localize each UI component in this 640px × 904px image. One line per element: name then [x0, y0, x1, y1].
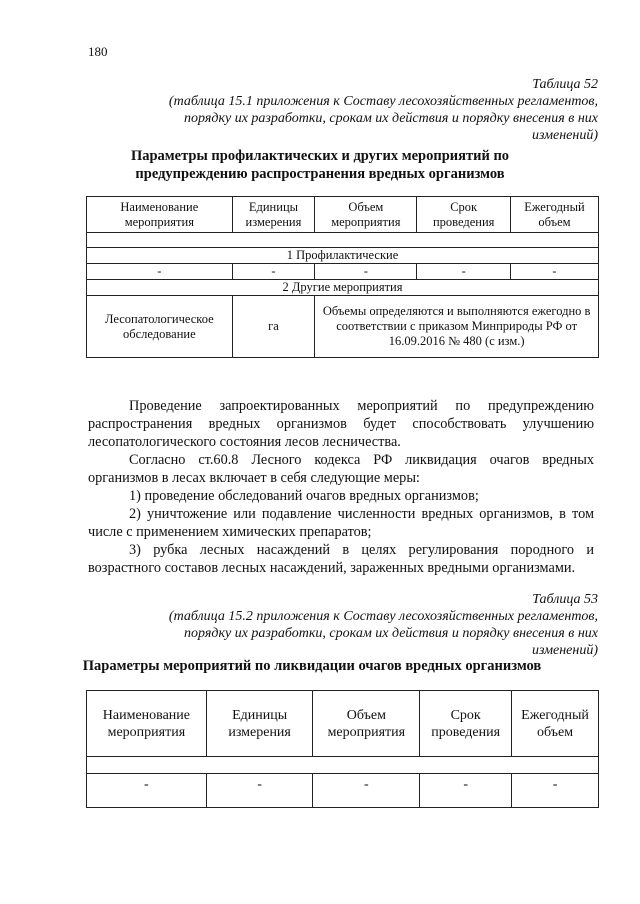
header-cell: Ежегодный объем: [510, 197, 598, 233]
header-cell: Единицы измерения: [232, 197, 315, 233]
table53-subcaption-3: изменений): [531, 643, 598, 658]
table-row: [87, 264, 599, 280]
dash-cell: -: [510, 264, 598, 280]
paragraph-1: Проведение запроектированных мероприятий по предупреждению распространения вредных организмов будет способствовать улучшению лесопатологического состояния лесов лесничества.: [88, 398, 594, 450]
empty-cell: [87, 757, 599, 774]
header-cell: Объем мероприятия: [313, 691, 420, 757]
section-label: 1 Профилактические: [87, 248, 599, 264]
table-row: [87, 774, 599, 808]
table52-title: [0, 147, 640, 183]
table52-title-line-1: Параметры профилактических и других мероприятий по: [130, 148, 510, 164]
dash-cell: -: [420, 774, 512, 808]
note-cell: Объемы определяются и выполняются ежегодно в соответствии с приказом Минприроды РФ от 16.09.2016 № 480 (с изм.): [315, 296, 599, 358]
header-cell: Наименование мероприятия: [87, 197, 233, 233]
paragraph-5: 3) рубка лесных насаждений в целях регулирования породного и возрастного составов лесных насаждений, зараженных вредными организмами.: [88, 542, 594, 576]
table52: [86, 196, 599, 358]
paragraph-2: Согласно ст.60.8 Лесного кодекса РФ ликвидация очагов вредных организмов в лесах включает в себя следующие меры:: [88, 452, 594, 486]
table-row: [87, 296, 599, 358]
dash-cell: -: [512, 774, 599, 808]
dash-cell: -: [206, 774, 313, 808]
table-row: [87, 233, 599, 248]
table52-subcaption-2: порядку их разработки, срокам их действия и порядку внесения в них: [184, 111, 598, 126]
paragraph-3: 1) проведение обследований очагов вредных организмов;: [129, 488, 479, 504]
table53-subcaption-1: (таблица 15.2 приложения к Составу лесохозяйственных регламентов,: [168, 609, 598, 624]
table53-caption-block: [169, 591, 598, 659]
dash-cell: -: [315, 264, 417, 280]
table52-title-line-2: предупреждению распространения вредных организмов: [135, 166, 505, 182]
table53: [86, 690, 599, 808]
dash-cell: -: [87, 774, 207, 808]
empty-cell: [87, 233, 599, 248]
header-cell: Объем мероприятия: [315, 197, 417, 233]
table52-subcaption-3: изменений): [531, 128, 598, 143]
dash-cell: -: [313, 774, 420, 808]
dash-cell: -: [232, 264, 315, 280]
header-cell: Срок проведения: [417, 197, 510, 233]
header-cell: Единицы измерения: [206, 691, 313, 757]
header-cell: Наименование мероприятия: [87, 691, 207, 757]
table53-subcaption-2: порядку их разработки, срокам их действия и порядку внесения в них: [184, 626, 598, 641]
table53-header-row: [87, 691, 599, 757]
table52-caption: Таблица 52: [532, 77, 598, 92]
unit-cell: га: [232, 296, 315, 358]
table52-subcaption-1: (таблица 15.1 приложения к Составу лесохозяйственных регламентов,: [168, 94, 598, 109]
table-row: [87, 757, 599, 774]
table53-caption: Таблица 53: [532, 592, 598, 607]
header-cell: Ежегодный объем: [512, 691, 599, 757]
table-row: [87, 280, 599, 296]
section-label: 2 Другие мероприятия: [87, 280, 599, 296]
table52-caption-block: [169, 76, 598, 144]
header-cell: Срок проведения: [420, 691, 512, 757]
paragraph-4: 2) уничтожение или подавление численности вредных организмов, в том числе с применением химических препаратов;: [88, 506, 594, 540]
page-number: 180: [88, 44, 108, 59]
dash-cell: -: [417, 264, 510, 280]
table53-title: Параметры мероприятий по ликвидации очагов вредных организмов: [82, 658, 542, 674]
activity-name-cell: Лесопатологическое обследование: [87, 296, 233, 358]
table-row: [87, 248, 599, 264]
table52-header-row: [87, 197, 599, 233]
dash-cell: -: [87, 264, 233, 280]
